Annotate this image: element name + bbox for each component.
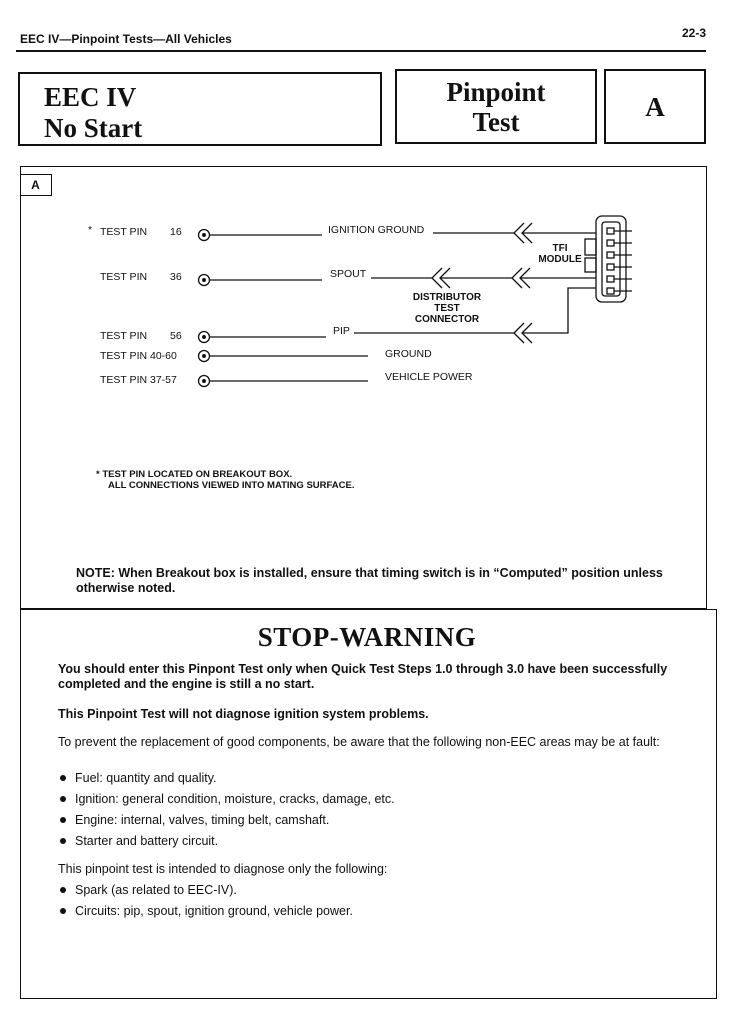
terminal-pin-40-60: [199, 351, 210, 362]
bullet-text: Engine: internal, valves, timing belt, camshaft.: [75, 813, 330, 827]
signal-pip: PIP: [333, 325, 350, 337]
warning-paragraph-2: This Pinpoint Test will not diagnose ignition system problems.: [58, 707, 429, 721]
diagram-tag: A: [20, 174, 52, 196]
bullet-text: Circuits: pip, spout, ignition ground, vehicle power.: [75, 904, 353, 918]
tfi-label-line-2: MODULE: [538, 254, 582, 265]
signal-ground: GROUND: [385, 348, 432, 360]
title-line-1: EEC IV: [44, 82, 137, 112]
footnote-line-1: * TEST PIN LOCATED ON BREAKOUT BOX.: [96, 469, 293, 480]
fault-bullet-ignition: [58, 792, 395, 807]
bullet-dot: [60, 817, 66, 823]
pin-16-label: TEST PIN: [100, 226, 148, 238]
warning-paragraph-4: This pinpoint test is intended to diagnose only the following:: [58, 862, 388, 876]
pinpoint-line-2: Test: [472, 107, 520, 137]
bullet-dot: [60, 838, 66, 844]
signal-ignition-ground: IGNITION GROUND: [328, 224, 425, 236]
connector-label-line-1: DISTRIBUTOR: [412, 292, 482, 303]
warning-paragraph-1: You should enter this Pinpont Test only when Quick Test Steps 1.0 through 3.0 have been successfully completed and the engine is still a no start.: [58, 662, 668, 691]
pinpoint-line-1: Pinpoint: [446, 77, 546, 107]
bullet-text: Starter and battery circuit.: [75, 834, 219, 848]
breakout-note: NOTE: When Breakout box is installed, ensure that timing switch is in “Computed” position unless otherwise noted.: [76, 566, 663, 595]
pin-16-star: *: [88, 224, 93, 236]
scope-bullet-spark: [58, 883, 237, 898]
diagram-footnote: [96, 469, 354, 491]
terminal-pin-37-57: [199, 376, 210, 387]
connector-label-line-3: CONNECTOR: [414, 314, 480, 325]
warning-paragraph-3: To prevent the replacement of good components, be aware that the following non-EEC areas may be at fault:: [58, 735, 660, 749]
test-letter-box: A: [604, 69, 706, 144]
bullet-dot: [60, 908, 66, 914]
pin-37-57-label: TEST PIN 37-57: [100, 374, 177, 386]
bullet-dot: [60, 775, 66, 781]
section-header: EEC IV—Pinpoint Tests—All Vehicles: [20, 32, 232, 46]
page-number: 22-3: [681, 26, 706, 40]
pin-36-number: 36: [170, 271, 182, 283]
pin-36-label: TEST PIN: [100, 271, 148, 283]
pin-16-number: 16: [170, 226, 182, 238]
fault-bullet-starter: [58, 834, 218, 849]
bullet-dot: [60, 796, 66, 802]
fault-bullet-engine: [58, 813, 329, 828]
tfi-connector: [585, 216, 632, 302]
footnote-line-2: ALL CONNECTIONS VIEWED INTO MATING SURFACE.: [108, 480, 355, 491]
tfi-label-line-1: TFI: [552, 243, 568, 254]
bullet-text: Fuel: quantity and quality.: [75, 771, 217, 785]
terminal-pin-36: [199, 275, 210, 286]
pin-56-label: TEST PIN: [100, 330, 148, 342]
pin-56-number: 56: [170, 330, 182, 342]
fault-bullet-fuel: [58, 771, 217, 786]
signal-spout: SPOUT: [330, 268, 367, 280]
terminal-pin-16: [199, 230, 210, 241]
title-line-2: No Start: [44, 113, 143, 143]
signal-vehicle-power: VEHICLE POWER: [385, 371, 473, 383]
bullet-dot: [60, 887, 66, 893]
pin-40-60-label: TEST PIN 40-60: [100, 350, 177, 362]
wire-pip-to-tfi: [522, 288, 596, 333]
bullet-text: Spark (as related to EEC-IV).: [75, 883, 237, 897]
terminal-pin-56: [199, 332, 210, 343]
stop-warning-title: STOP-WARNING: [257, 622, 477, 652]
connector-label-line-2: TEST: [434, 303, 460, 314]
scope-bullet-circuits: [58, 904, 353, 919]
bullet-text: Ignition: general condition, moisture, cracks, damage, etc.: [75, 792, 395, 806]
